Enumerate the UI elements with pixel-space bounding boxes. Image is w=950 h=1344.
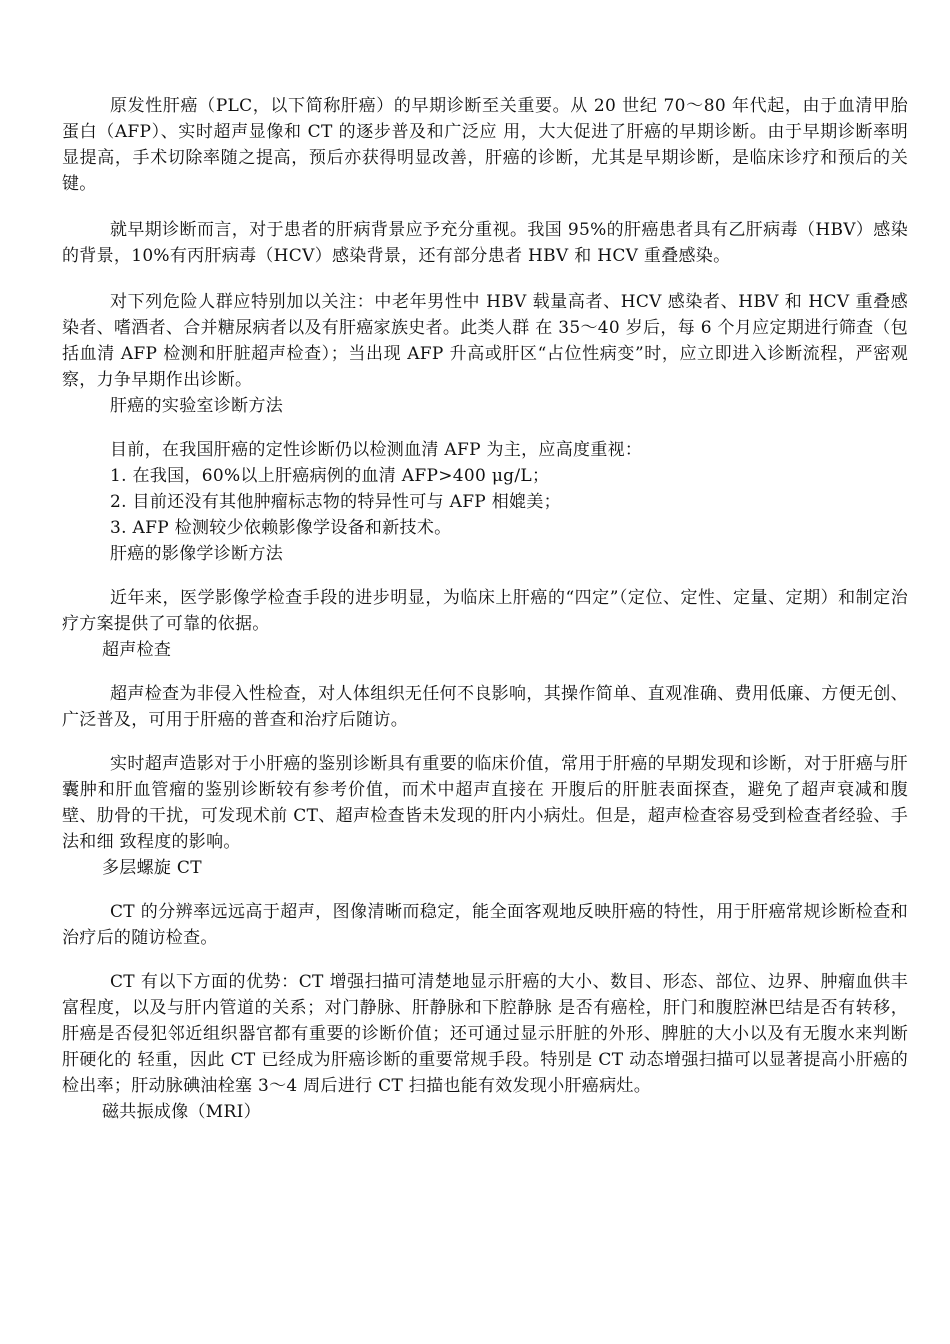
paragraph-risk-groups: 对下列危险人群应特别加以关注：中老年男性中 HBV 载量高者、HCV 感染者、HBV 和 HCV 重叠感染者、嗜酒者、合并糖尿病者以及有肝癌家族史者。此类人群 在 35～40 岁后，每 6 个月应定期进行筛查（包括血清 AFP 检测和肝脏超声检查）；当出现 AFP 升高或肝区“占位性病变”时，应立即进入诊断流程，严密观 察，力争早期作出诊断。 bbox=[62, 292, 908, 390]
paragraph-ct-advantages: CT 有以下方面的优势：CT 增强扫描可清楚地显示肝癌的大小、数目、形态、部位、边界、肿瘤血供丰富程度，以及与肝内管道的关系；对门静脉、肝静脉和下腔静脉 是否有癌栓，肝门和腹腔淋巴结是否有转移，肝癌是否侵犯邻近组织器官都有重要的诊断价值；还可通过显示肝脏的外形、脾脏的大小以及有无腹水来判断肝硬化的 轻重，因此 CT 已经成为肝癌诊断的重要常规手段。特别是 CT 动态增强扫描可以显著提高小肝癌的检出率；肝动脉碘油栓塞 3～4 周后进行 CT 扫描也能有效发现小肝癌病灶。 bbox=[62, 972, 908, 1096]
heading-lab-diagnosis: 肝癌的实验室诊断方法 bbox=[110, 396, 283, 416]
document-page bbox=[62, 93, 908, 1125]
paragraph-intro: 原发性肝癌（PLC，以下简称肝癌）的早期诊断至关重要。从 20 世纪 70～80 年代起，由于血清甲胎蛋白（AFP）、实时超声显像和 CT 的逐步普及和广泛应 用，大大促进了肝癌的早期诊断。由于早期诊断率明显提高，手术切除率随之提高，预后亦获得明显改善，肝癌的诊断，尤其是早期诊断，是临床诊疗和预后的关键。 bbox=[62, 96, 908, 194]
paragraph-contrast-ultrasound: 实时超声造影对于小肝癌的鉴别诊断具有重要的临床价值，常用于肝癌的早期发现和诊断，对于肝癌与肝囊肿和肝血管瘤的鉴别诊断较有参考价值，而术中超声直接在 开腹后的肝脏表面探查，避免了超声衰减和腹壁、肋骨的干扰，可发现术前 CT、超声检查皆未发现的肝内小病灶。但是，超声检查容易受到检查者经验、手法和细 致程度的影响。 bbox=[62, 754, 908, 852]
heading-ultrasound: 超声检查 bbox=[102, 640, 172, 660]
paragraph-afp: 目前，在我国肝癌的定性诊断仍以检测血清 AFP 为主，应高度重视： bbox=[110, 440, 643, 460]
heading-mri: 磁共振成像（MRI） bbox=[102, 1102, 261, 1122]
paragraph-background: 就早期诊断而言，对于患者的肝病背景应予充分重视。我国 95%的肝癌患者具有乙肝病毒（HBV）感染的背景，10%有丙肝病毒（HCV）感染背景，还有部分患者 HBV 和 HCV 重叠感染。 bbox=[62, 220, 908, 266]
paragraph-ultrasound: 超声检查为非侵入性检查，对人体组织无任何不良影响，其操作简单、直观准确、费用低廉、方便无创、广泛普及，可用于肝癌的普查和治疗后随访。 bbox=[62, 684, 908, 730]
paragraph-imaging: 近年来，医学影像学检查手段的进步明显，为临床上肝癌的“四定”（定位、定性、定量、定期）和制定治疗方案提供了可靠的依据。 bbox=[62, 588, 908, 634]
list-item-2: 2. 目前还没有其他肿瘤标志物的特异性可与 AFP 相媲美； bbox=[110, 492, 561, 512]
heading-imaging-diagnosis: 肝癌的影像学诊断方法 bbox=[110, 544, 283, 564]
paragraph-ct: CT 的分辨率远远高于超声，图像清晰而稳定，能全面客观地反映肝癌的特性，用于肝癌常规诊断检查和治疗后的随访检查。 bbox=[62, 902, 908, 948]
heading-ct: 多层螺旋 CT bbox=[102, 858, 202, 878]
list-item-3: 3. AFP 检测较少依赖影像学设备和新技术。 bbox=[110, 518, 452, 538]
list-item-1: 1. 在我国，60%以上肝癌病例的血清 AFP>400 μg/L； bbox=[110, 466, 550, 486]
